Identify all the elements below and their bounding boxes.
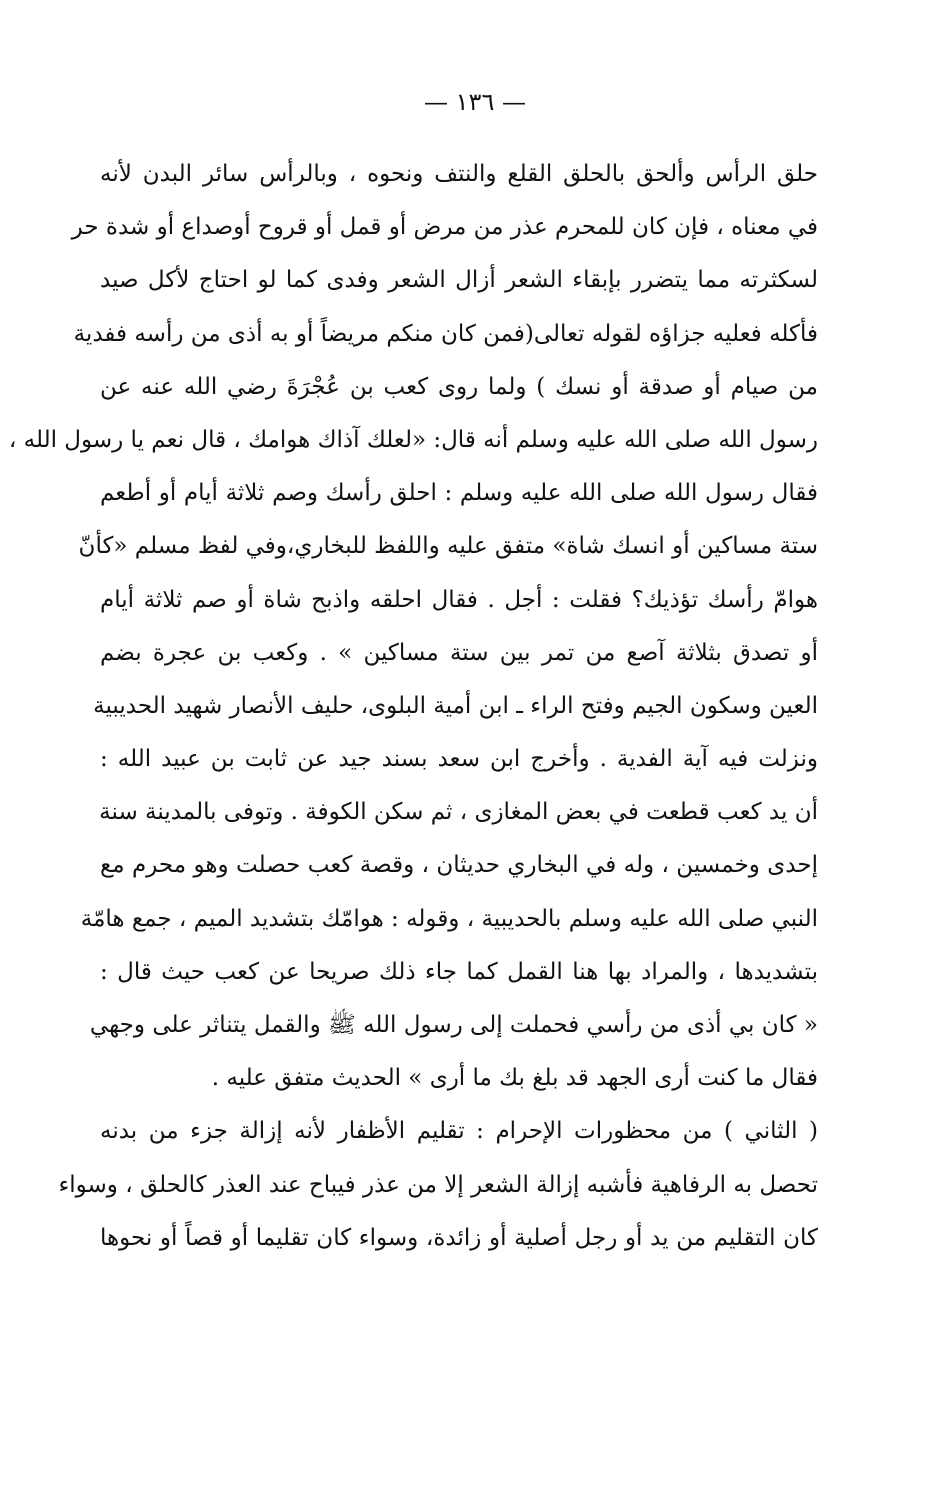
- text-line: بتشديدها ، والمراد بها هنا القمل كما جاء ذلك صريحا عن كعب حيث قال :: [100, 958, 818, 985]
- text-line: هوامّ رأسك تؤذيك؟ فقلت : أجل . فقال احلقه واذبح شاة أو صم ثلاثة أيام: [100, 586, 818, 613]
- page-number: — ١٣٦ —: [424, 88, 526, 116]
- text-line: « كان بي أذى من رأسي فحملت إلى رسول الله ﷺ والقمل يتناثر على وجهي: [89, 1012, 818, 1038]
- body-text: [8, 148, 818, 1265]
- text-line: رسول الله صلى الله عليه وسلم أنه قال: «لعلك آذاك هوامك ، قال نعم يا رسول الله ،: [8, 426, 818, 453]
- text-line: أو تصدق بثلاثة آصع من تمر بين ستة مساكين » . وكعب بن عجرة بضم: [100, 639, 818, 666]
- text-line: كان التقليم من يد أو رجل أصلية أو زائدة، وسواء كان تقليما أو قصاً أو نحوها: [100, 1224, 818, 1251]
- text-line: فقال رسول الله صلى الله عليه وسلم : احلق رأسك وصم ثلاثة أيام أو أطعم: [100, 480, 818, 507]
- text-line: أن يد كعب قطعت في بعض المغازى ، ثم سكن الكوفة . وتوفى بالمدينة سنة: [99, 799, 818, 826]
- text-line: لسكثرته مما يتضرر بإبقاء الشعر أزال الشعر وفدى كما لو احتاج لأكل صيد: [100, 267, 818, 294]
- text-line: تحصل به الرفاهية فأشبه إزالة الشعر إلا من عذر فيباح عند العذر كالحلق ، وسواء: [58, 1171, 818, 1198]
- text-line: في معناه ، فإن كان للمحرم عذر من مرض أو قمل أو قروح أوصداع أو شدة حر: [71, 214, 818, 241]
- text-line: حلق الرأس وألحق بالحلق القلع والنتف ونحوه ، وبالرأس سائر البدن لأنه: [100, 161, 818, 187]
- text-line: إحدى وخمسين ، وله في البخاري حديثان ، وقصة كعب حصلت وهو محرم مع: [100, 852, 818, 879]
- text-line: ستة مساكين أو انسك شاة» متفق عليه واللفظ للبخاري،وفي لفظ مسلم «كأنّ: [78, 533, 818, 560]
- text-line: ( الثاني ) من محظورات الإحرام : تقليم الأظفار لأنه إزالة جزء من بدنه: [100, 1118, 818, 1145]
- text-line: فأكله فعليه جزاؤه لقوله تعالى(فمن كان منكم مريضاً أو به أذى من رأسه ففدية: [73, 320, 818, 347]
- text-line: النبي صلى الله عليه وسلم بالحديبية ، وقوله : هوامّك بتشديد الميم ، جمع هامّة: [80, 905, 818, 932]
- text-line: العين وسكون الجيم وفتح الراء ـ ابن أمية البلوى، حليف الأنصار شهيد الحديبية: [93, 692, 818, 719]
- text-line: من صيام أو صدقة أو نسك ) ولما روى كعب بن عُجْرَةَ رضي الله عنه عن: [100, 373, 818, 400]
- text-line: ونزلت فيه آية الفدية . وأخرج ابن سعد بسند جيد عن ثابت بن عبيد الله :: [100, 746, 818, 773]
- text-line: فقال ما كنت أرى الجهد قد بلغ بك ما أرى » الحديث متفق عليه .: [211, 1065, 818, 1092]
